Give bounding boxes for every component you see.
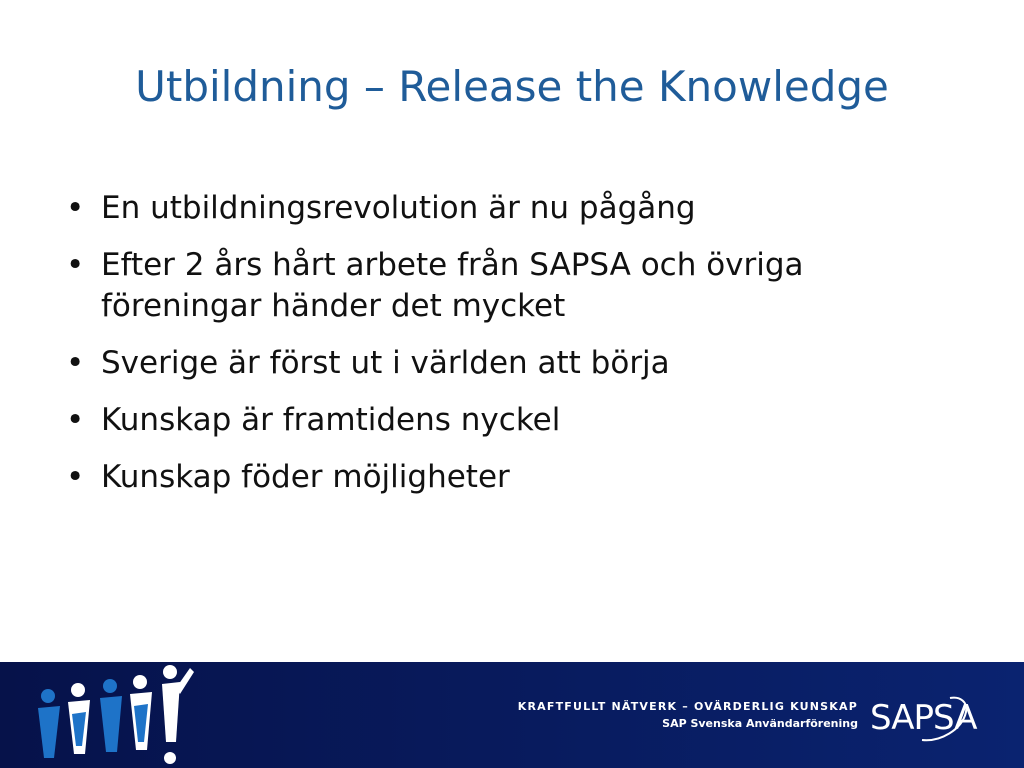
brand-text: SAPSA: [870, 698, 977, 738]
bullet-item: [66, 188, 966, 228]
bullet-dot: •: [66, 402, 85, 439]
bullet-item: [66, 343, 966, 383]
tagline-text: KRAFTFULLT NÄTVERK – OVÄRDERLIG KUNSKAP: [517, 700, 858, 713]
bullet-text: En utbildningsrevolution är nu pågång: [101, 190, 696, 226]
bullet-text: Kunskap är framtidens nyckel: [101, 402, 561, 439]
bullet-dot: •: [66, 247, 85, 284]
bullet-text: Sverige är först ut i världen att börja: [101, 344, 670, 381]
bullet-text: Efter 2 års hårt arbete från SAPSA och övriga föreningar händer det mycket: [101, 247, 804, 324]
bullet-dot: •: [66, 344, 85, 381]
bullet-text: Kunskap föder möjligheter: [101, 459, 510, 496]
bullet-item: [66, 457, 966, 497]
organization-name: SAP Svenska Användarförening: [662, 717, 858, 730]
bullet-dot: •: [66, 459, 85, 496]
people-figures-logo-icon: [30, 662, 200, 768]
slide-title: Utbildning – Release the Knowledge: [135, 62, 889, 111]
sapsa-logo: [870, 690, 980, 750]
bullet-item: [66, 400, 966, 440]
bullet-dot: •: [66, 190, 85, 226]
footer-tagline: [518, 700, 858, 730]
bullet-item: [66, 245, 966, 326]
footer-bar: [0, 662, 1024, 768]
bullet-list: [66, 188, 966, 515]
